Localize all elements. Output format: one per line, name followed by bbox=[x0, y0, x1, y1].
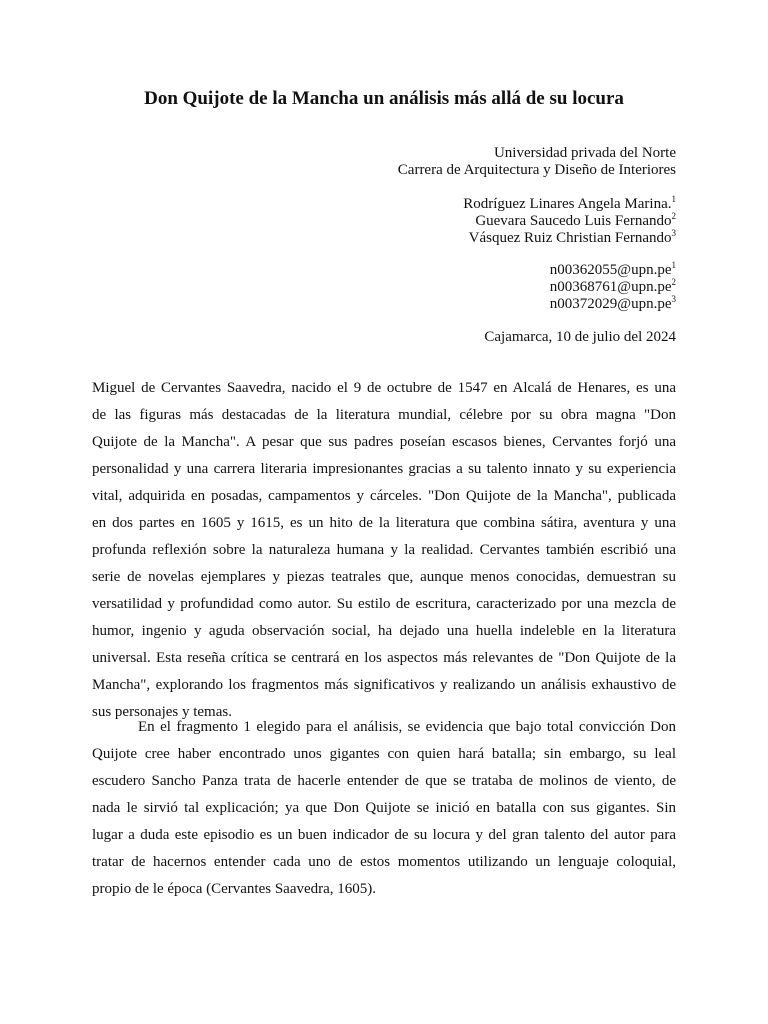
paragraph-line: profunda reflexión sobre la naturaleza humana y la realidad. Cervantes también escribió una bbox=[92, 542, 676, 558]
paragraph-analysis bbox=[92, 719, 676, 908]
author-footnote-mark: 3 bbox=[671, 228, 676, 238]
paragraph-line: propio de le época (Cervantes Saavedra, 1605). bbox=[92, 881, 377, 897]
paragraph-line: Quijote cree haber encontrado unos gigantes con quien hará batalla; sin embargo, su leal bbox=[92, 746, 676, 762]
email-line bbox=[550, 279, 676, 296]
paragraph-line: en dos partes en 1605 y 1615, es un hito de la literatura que combina sátira, aventura y una bbox=[92, 515, 676, 531]
paragraph-line: versatilidad y profundidad como autor. Su estilo de escritura, caracterizado por una mezcla de bbox=[92, 596, 676, 612]
author-footnote-mark: 1 bbox=[671, 194, 676, 204]
email-line bbox=[550, 262, 676, 279]
paragraph-line: Quijote de la Mancha". A pesar que sus padres poseían escasos bienes, Cervantes forjó una bbox=[92, 434, 676, 450]
paragraph-line: tratar de hacernos entender cada uno de estos momentos utilizando un lenguaje coloquial, bbox=[92, 854, 676, 870]
author-name: Guevara Saucedo Luis Fernando bbox=[475, 213, 672, 229]
paragraph-line: lugar a duda este episodio es un buen indicador de su locura y del gran talento del autor para bbox=[92, 827, 676, 843]
author-name: Vásquez Ruiz Christian Fernando bbox=[468, 230, 672, 246]
paragraph-line: humor, ingenio y aguda observación social, ha dejado una huella indeleble en la literatura bbox=[92, 623, 676, 639]
paragraph-line: escudero Sancho Panza trata de hacerle entender de que se trataba de molinos de viento, de bbox=[92, 773, 676, 789]
paragraph-line: sus personajes y temas. bbox=[92, 704, 232, 720]
paragraph-line: personalidad y una carrera literaria impresionantes gracias a su talento innato y su experiencia bbox=[92, 461, 676, 477]
place-date: Cajamarca, 10 de julio del 2024 bbox=[484, 329, 676, 345]
paragraph-line: Miguel de Cervantes Saavedra, nacido el 9 de octubre de 1547 en Alcalá de Henares, es una bbox=[92, 380, 676, 396]
university-name: Universidad privada del Norte bbox=[493, 145, 676, 161]
paragraph-line: serie de novelas ejemplares y piezas teatrales que, aunque menos conocidas, demuestran su bbox=[92, 569, 676, 585]
email-address: n00372029@upn.pe bbox=[549, 296, 672, 312]
author-line bbox=[463, 230, 676, 247]
paragraph-line: de las figuras más destacadas de la literatura mundial, célebre por su obra magna "Don bbox=[92, 407, 676, 423]
email-address: n00368761@upn.pe bbox=[549, 279, 672, 295]
paragraph-intro bbox=[92, 380, 676, 731]
email-address: n00362055@upn.pe bbox=[549, 262, 672, 278]
email-footnote-mark: 2 bbox=[671, 277, 676, 287]
emails-block bbox=[550, 262, 676, 313]
author-line bbox=[463, 196, 676, 213]
author-line bbox=[463, 213, 676, 230]
email-footnote-mark: 1 bbox=[671, 260, 676, 270]
author-footnote-mark: 2 bbox=[671, 211, 676, 221]
authors-block bbox=[463, 196, 676, 247]
paragraph-line: En el fragmento 1 elegido para el análisis, se evidencia que bajo total convicción Don bbox=[138, 719, 676, 735]
document-title: Don Quijote de la Mancha un análisis más allá de su locura bbox=[144, 88, 624, 109]
paragraph-line: nada le sirvió tal explicación; ya que Don Quijote se inició en batalla con sus gigantes. Sin bbox=[92, 800, 676, 816]
paragraph-line: vital, adquirida en posadas, campamentos y cárceles. "Don Quijote de la Mancha", publicada bbox=[92, 488, 676, 504]
program-name: Carrera de Arquitectura y Diseño de Interiores bbox=[397, 162, 676, 178]
email-footnote-mark: 3 bbox=[671, 294, 676, 304]
affiliation-block bbox=[398, 145, 676, 179]
paragraph-line: Mancha", explorando los fragmentos más significativos y realizando un análisis exhaustivo de bbox=[92, 677, 676, 693]
email-line bbox=[550, 296, 676, 313]
author-name: Rodríguez Linares Angela Marina. bbox=[463, 196, 672, 212]
paragraph-line: universal. Esta reseña crítica se centrará en los aspectos más relevantes de "Don Quijote de la bbox=[92, 650, 676, 666]
